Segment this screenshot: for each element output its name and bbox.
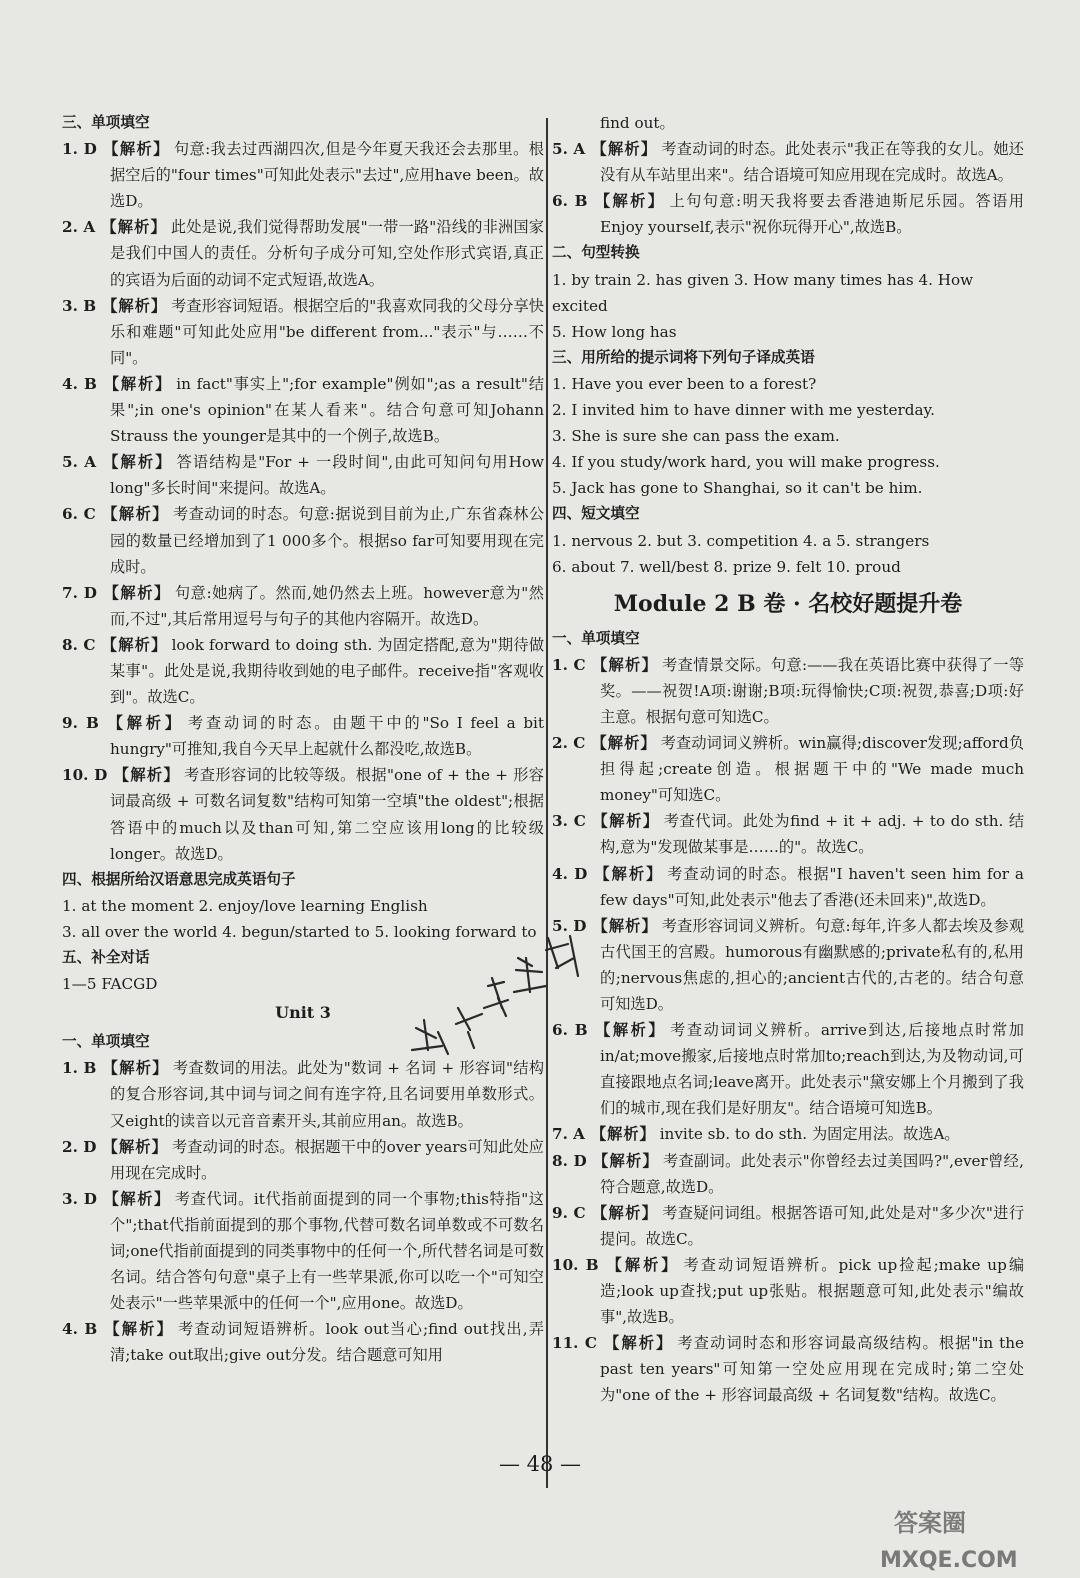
answer-line: 1. Have you ever been to a forest? [552, 374, 817, 393]
section-heading-dialogue: 五、补全对话 [62, 949, 150, 966]
answer-item: 6. C 【解析】 考查动词的时态。句意:据说到目前为止,广东省森林公园的数量已经增加到了1 000多个。根据so far可知要用现在完成时。 [62, 505, 545, 576]
answer-item: 9. B 【解析】 考查动词的时态。由题干中的"So I feel a bit hungry"可推知,我自今天早上起就什么都没吃,故选B。 [62, 714, 544, 759]
answer-item: 4. B 【解析】 in fact"事实上";for example"例如";as a result"结果";in one's opinion"在某人看来"。结合句意可知Johann Strauss the younger是其中的一个例子,故选B。 [62, 374, 545, 446]
section-heading-single-choice: 三、单项填空 [62, 114, 150, 131]
page-number: — 48 — [498, 1452, 582, 1476]
svg-text:MXQE.COM: MXQE.COM [880, 1548, 1018, 1573]
answer-item: 11. C 【解析】 考查动词时态和形容词最高级结构。根据"in the past ten years"可知第一空处应用现在完成时;第二空处为"one of the + 形容词最高级 + 名词复数"结构。故选C。 [552, 1334, 1024, 1405]
answer-item: 7. A 【解析】 invite sb. to do sth. 为固定用法。故选A。 [552, 1125, 960, 1144]
module-title: Module 2 B 卷 · 名校好题提升卷 [613, 590, 963, 617]
answer-item: 9. C 【解析】 考查疑问词组。根据答语可知,此处是对"多少次"进行提问。故选C。 [552, 1203, 1025, 1248]
answer-line: 5. Jack has gone to Shanghai, so it can't be him. [552, 479, 923, 498]
answer-item: 1. B 【解析】 考查数词的用法。此处为"数词 + 名词 + 形容词"结构的复合形容词,其中词与词之间有连字符,且名词要用单数形式。又eight的读音以元音音素开头,其前应用an。故选B。 [62, 1059, 545, 1130]
answer-item: 3. B 【解析】 考查形容词短语。根据空后的"我喜欢同我的父母分享快乐和难题"可知此处应用"be different from..."表示"与……不同"。 [62, 296, 544, 367]
answer-line: 1. by train 2. has given 3. How many times has 4. How excited [552, 270, 974, 315]
answer-item: 4. B 【解析】 考查动词短语辨析。look out当心;find out找出,弄清;take out取出;give out分发。结合题意可知用 [62, 1320, 544, 1365]
answer-item: 8. C 【解析】 look forward to doing sth. 为固定搭配,意为"期待做某事"。此处是说,我期待收到她的电子邮件。receive指"客观收到"。故选C。 [62, 635, 545, 707]
answer-line: 3. She is sure she can pass the exam. [552, 427, 840, 446]
section-heading-cloze: 四、短文填空 [552, 505, 640, 523]
handwriting-scribble [398, 928, 598, 1088]
answer-line: 5. How long has [552, 322, 677, 341]
answer-item: 3. D 【解析】 考查代词。it代指前面提到的同一个事物;this特指"这个";that代指前面提到的那个事物,代替可数名词单数或不可数名词;one代指前面提到的同类事物中的任何一个,所代替名词是可数名词。结合答句句意"桌子上有一些苹果派,你可以吃一个"可知空处表示"一些苹果派中的任何一个",应用one。故选D。 [62, 1189, 544, 1313]
answer-item: 10. B 【解析】 考查动词短语辨析。pick up捡起;make up编造;look up查找;put up张贴。根据题意可知,此处表示"编故事",故选B。 [552, 1255, 1025, 1327]
section-heading-translation: 三、用所给的提示词将下列句子译成英语 [552, 348, 815, 366]
answer-line: 1—5 FACGD [62, 975, 158, 994]
answer-item: 2. D 【解析】 考查动词的时态。根据题干中的over years可知此处应用现在完成时。 [62, 1137, 544, 1182]
section-heading-sentence-transform: 二、句型转换 [552, 244, 640, 262]
left-column [62, 110, 544, 1369]
answer-item: 7. D 【解析】 句意:她病了。然而,她仍然去上班。however意为"然而,不过",其后常用逗号与句子的其他内容隔开。故选D。 [62, 583, 544, 628]
answer-item: 2. C 【解析】 考查动词词义辨析。win赢得;discover发现;afford负担得起;create创造。根据题干中的"We made much money"可知选C。 [552, 734, 1025, 805]
column-divider [546, 118, 548, 1488]
answer-item: 1. C 【解析】 考查情景交际。句意:——我在英语比赛中获得了一等奖。——祝贺!A项:谢谢;B项:玩得愉快;C项:祝贺,恭喜;D项:好主意。根据句意可知选C。 [552, 655, 1025, 726]
watermark-logo [866, 1495, 1066, 1575]
answer-item: 5. A 【解析】 答语结构是"For + 一段时间",由此可知问句用How long"多长时间"来提问。故选A。 [62, 453, 544, 498]
answer-item: 6. B 【解析】 上句句意:明天我将要去香港迪斯尼乐园。答语用Enjoy yourself,表示"祝你玩得开心",故选B。 [552, 192, 1024, 237]
answer-line: 1. at the moment 2. enjoy/love learning English [62, 896, 428, 915]
section-heading-complete-sentences: 四、根据所给汉语意思完成英语句子 [62, 870, 296, 888]
answer-item: 10. D 【解析】 考查形容词的比较等级。根据"one of + the + 形容词最高级 + 可数名词复数"结构可知第一空填"the oldest";根据答语中的much以及than可知,第二空应该用long的比较级longer。故选D。 [62, 766, 544, 863]
answer-line: 2. I invited him to have dinner with me yesterday. [552, 401, 935, 420]
answer-item: 3. C 【解析】 考查代词。此处为find + it + adj. + to do sth. 结构,意为"发现做某事是……的"。故选C。 [552, 812, 1025, 857]
answer-line: 4. If you study/work hard, you will make progress. [552, 453, 940, 472]
continued-line: find out。 [600, 114, 675, 132]
unit-title: Unit 3 [275, 1003, 331, 1023]
section-heading-single-choice: 一、单项填空 [62, 1033, 150, 1051]
svg-text:答案圈: 答案圈 [894, 1509, 966, 1537]
answer-item: 1. D 【解析】 句意:我去过西湖四次,但是今年夏天我还会去那里。根据空后的"four times"可知此处表示"去过",应用have been。故选D。 [62, 140, 544, 211]
answer-item: 8. D 【解析】 考查副词。此处表示"你曾经去过美国吗?",ever曾经,符合题意,故选D。 [552, 1151, 1024, 1196]
answer-item: 2. A 【解析】 此处是说,我们觉得帮助发展"一带一路"沿线的非洲国家是我们中国人的责任。分析句子成分可知,空处作形式宾语,真正的宾语为后面的动词不定式短语,故选A。 [62, 218, 544, 289]
answer-line: 6. about 7. well/best 8. prize 9. felt 10. proud [552, 557, 901, 576]
section-heading-single-choice: 一、单项填空 [552, 629, 640, 647]
answer-line: 1. nervous 2. but 3. competition 4. a 5. strangers [552, 531, 930, 550]
answer-item: 5. A 【解析】 考查动词的时态。此处表示"我正在等我的女儿。她还没有从车站里出来"。结合语境可知应用现在完成时。故选A。 [552, 140, 1024, 185]
answer-item: 5. D 【解析】 考查形容词词义辨析。句意:每年,许多人都去埃及参观古代国王的宫殿。humorous有幽默感的;private私有的,私用的;nervous焦虑的,担心的;ancient古代的,古老的。结合句意可知选D。 [552, 916, 1024, 1013]
right-column [552, 110, 1024, 1409]
answer-item: 4. D 【解析】 考查动词的时态。根据"I haven't seen him for a few days"可知,此处表示"他去了香港(还未回来)",故选D。 [552, 864, 1024, 909]
answer-item: 6. B 【解析】 考查动词词义辨析。arrive到达,后接地点时常加in/at;move搬家,后接地点时常加to;reach到达,为及物动词,可直接跟地点名词;leave离开。此处表示"黛安娜上个月搬到了我们的城市,现在我们是好朋友"。结合语境可知选B。 [552, 1021, 1024, 1118]
answer-line: 3. all over the world 4. begun/started to 5. looking forward to [62, 922, 537, 941]
